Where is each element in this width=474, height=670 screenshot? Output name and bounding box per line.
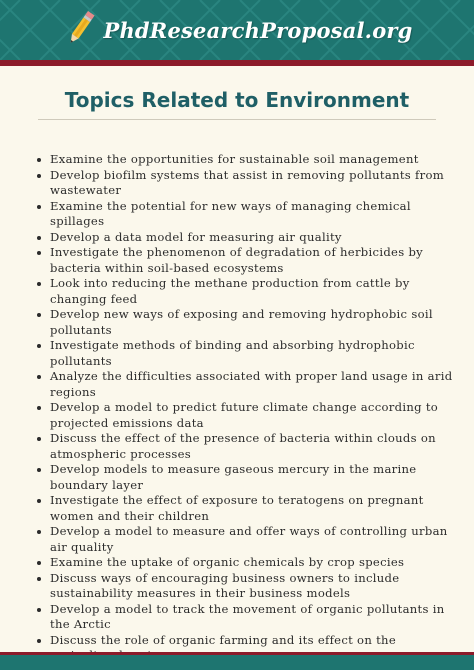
topic-item: Examine the potential for new ways of managing chemical spillages: [24, 199, 454, 230]
header-accent-band: [0, 60, 474, 66]
topic-item: Investigate the phenomenon of degradation of herbicides by bacteria within soil-based ecosystems: [24, 245, 454, 276]
topic-item: Develop biofilm systems that assist in removing pollutants from wastewater: [24, 168, 454, 199]
brand-name: PhdResearchProposal.org: [103, 17, 413, 43]
footer-bar: [0, 655, 474, 670]
topic-item: Develop a model to track the movement of organic pollutants in the Arctic: [24, 602, 454, 633]
topic-item: Investigate the effect of exposure to teratogens on pregnant women and their children: [24, 493, 454, 524]
page-title: Topics Related to Environment: [64, 88, 410, 112]
topic-item: Develop a data model for measuring air quality: [24, 230, 454, 246]
topic-item: Develop a model to measure and offer ways of controlling urban air quality: [24, 524, 454, 555]
topic-item: Examine the uptake of organic chemicals by crop species: [24, 555, 454, 571]
topic-item: Develop a model to predict future climate change according to projected emissions data: [24, 400, 454, 431]
topic-list: [24, 152, 454, 664]
topic-item: Develop new ways of exposing and removing hydrophobic soil pollutants: [24, 307, 454, 338]
topic-item: Discuss the role of organic farming and its effect on the: [24, 633, 454, 664]
topic-item: Investigate methods of binding and absorbing hydrophobic pollutants: [24, 338, 454, 369]
topic-item: Analyze the difficulties associated with proper land usage in arid regions: [24, 369, 454, 400]
topic-item: Discuss ways of encouraging business owners to include sustainability measures in their business models: [24, 571, 454, 602]
topic-item: Examine the opportunities for sustainable soil management: [24, 152, 454, 168]
header-banner: [0, 0, 474, 60]
topic-item: Develop models to measure gaseous mercury in the marine boundary layer: [24, 462, 454, 493]
topic-item: Discuss the effect of the presence of bacteria within clouds on atmospheric processes: [24, 431, 454, 462]
brand-logo-link[interactable]: [0, 0, 474, 60]
title-divider: [38, 119, 436, 120]
topic-item: Look into reducing the methane production from cattle by changing feed: [24, 276, 454, 307]
pencil-icon: [61, 8, 101, 48]
